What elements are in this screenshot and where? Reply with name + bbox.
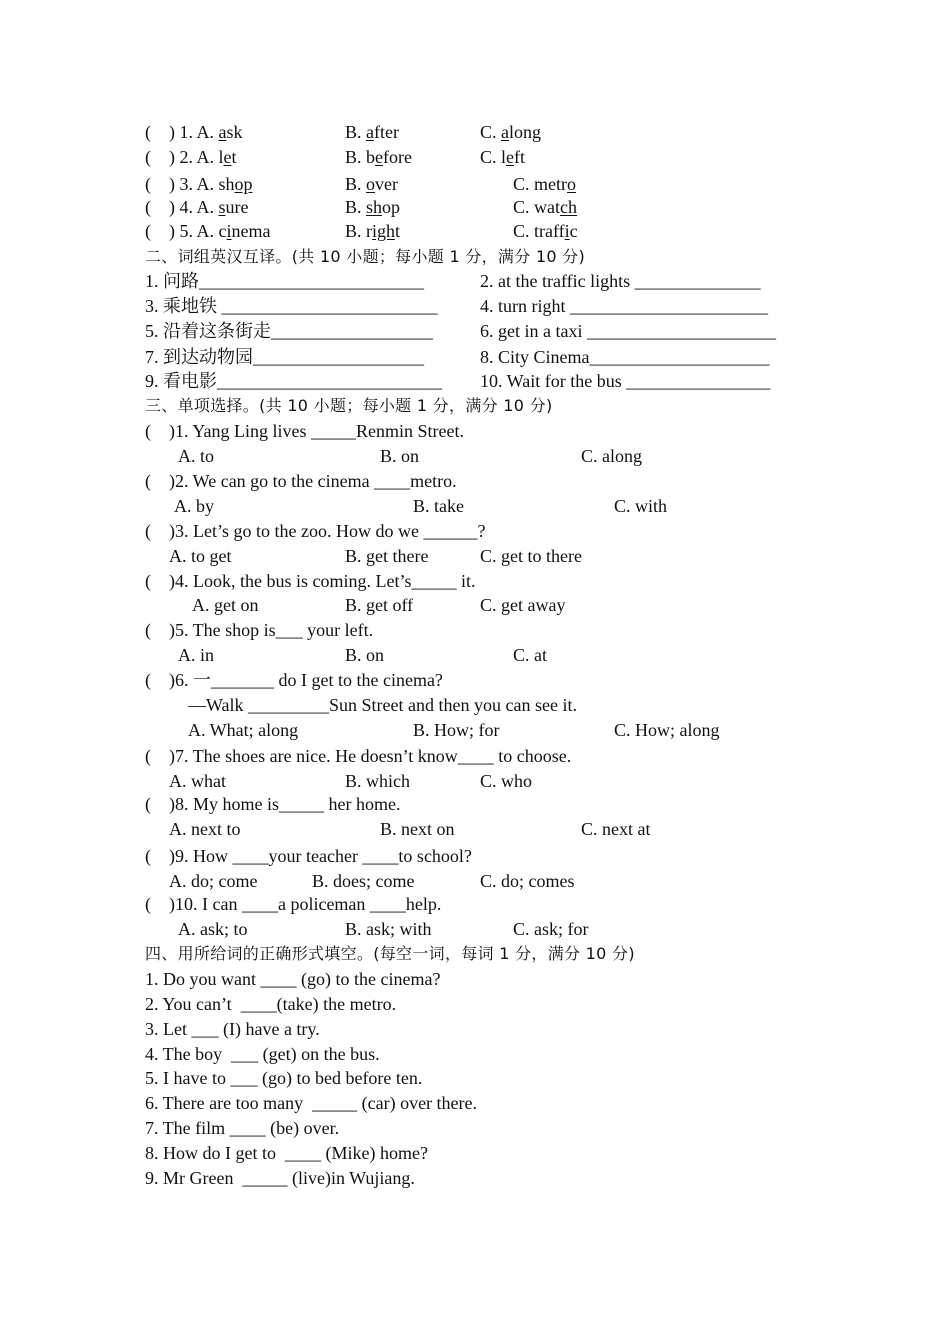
mc-option: C. next at: [581, 819, 651, 839]
fill-blank-item: 2. You can’t ____(take) the metro.: [145, 994, 397, 1014]
mc-option: B. get off: [345, 595, 414, 615]
mc-question-3: ( )3. Let’s go to the zoo. How do we ______?: [145, 521, 486, 541]
mc-option: C. get to there: [480, 546, 582, 566]
mc-option: A. do; come: [169, 871, 258, 891]
fill-blank-item: 1. Do you want ____ (go) to the cinema?: [145, 969, 441, 989]
translation-item: 4. turn right ______________________: [480, 296, 768, 316]
mc-question-6: ( )6. 一_______ do I get to the cinema?: [145, 670, 443, 690]
fill-blank-item: 7. The film ____ (be) over.: [145, 1118, 340, 1138]
mc-option: C. along: [581, 446, 642, 466]
fill-blank-item: 3. Let ___ (I) have a try.: [145, 1019, 320, 1039]
mc-option: B. which: [345, 771, 410, 791]
mc-question-9: ( )9. How ____your teacher ____to school?: [145, 846, 472, 866]
mc-option: A. get on: [192, 595, 259, 615]
mc-option: B. How; for: [413, 720, 500, 740]
mc-question-6-line2: —Walk _________Sun Street and then you can see it.: [188, 695, 577, 715]
mc-option: A. What; along: [188, 720, 299, 740]
mc-option: A. in: [178, 645, 214, 665]
mc-option: B. ask; with: [345, 919, 432, 939]
mc-question-2: ( )2. We can go to the cinema ____metro.: [145, 471, 457, 491]
translation-item: 3. 乘地铁 ________________________: [145, 296, 438, 316]
mc-option: A. what: [169, 771, 226, 791]
translation-item: 1. 问路_________________________: [145, 271, 424, 291]
translation-item: 2. at the traffic lights ______________: [480, 271, 761, 291]
fill-blank-item: 8. How do I get to ____ (Mike) home?: [145, 1143, 428, 1163]
translation-item: 8. City Cinema____________________: [480, 347, 770, 367]
translation-item: 10. Wait for the bus ________________: [480, 371, 771, 391]
section-4-title: 四、用所给词的正确形式填空。(每空一词，每词 1 分，满分 10 分): [145, 944, 635, 963]
mc-option: C. who: [480, 771, 533, 791]
mc-question-1: ( )1. Yang Ling lives _____Renmin Street.: [145, 421, 464, 441]
translation-item: 9. 看电影_________________________: [145, 371, 442, 391]
mc-option: B. get there: [345, 546, 429, 566]
mc-option: C. do; comes: [480, 871, 575, 891]
mc-option: B. on: [380, 446, 420, 466]
mc-option: A. ask; to: [178, 919, 248, 939]
translation-item: 6. get in a taxi _____________________: [480, 321, 776, 341]
mc-option: C. ask; for: [513, 919, 589, 939]
mc-option: C. with: [614, 496, 668, 516]
fill-blank-item: 6. There are too many _____ (car) over there.: [145, 1093, 478, 1113]
mc-question-7: ( )7. The shoes are nice. He doesn’t know____ to choose.: [145, 746, 572, 766]
mc-question-8: ( )8. My home is_____ her home.: [145, 794, 401, 814]
mc-option: C. at: [513, 645, 547, 665]
translation-item: 7. 到达动物园___________________: [145, 347, 424, 367]
question-stem: ( ) 1. A.: [145, 122, 219, 142]
fill-blank-item: 9. Mr Green _____ (live)in Wujiang.: [145, 1168, 415, 1188]
mc-question-5: ( )5. The shop is___ your left.: [145, 620, 374, 640]
section-2-title: 二、词组英汉互译。(共 10 小题；每小题 1 分，满分 10 分): [145, 247, 586, 266]
mc-option: C. get away: [480, 595, 566, 615]
worksheet-page: ( ) 1. A. ask B. after C. along ( ) 2. A. let B. before C. left ( ) 3. A. shop B. over C. metro ( ) 4. A. sure B. shop C. watch ( ) 5. A. cinema B. right C. traffic 二、词组英汉互译。(共 10 小题；每小题 1 分，满分 10 分) 1. 问路_________________________ 2. at the traffic lights ______________ 3. 乘地铁 ________________________ 4. turn right ______________________ 5. 沿着这条街走__________________ 6. get in a taxi _____________________ 7. 到达动物园___________________ 8. City Cinema____________________ 9. 看电影_________________________ 10. Wait for the bus ________________ 三、单项选择。(共 10 小题；每小题 1 分，满分 10 分) ( )1. Yang Ling lives _____Renmin Street. A. to B. on C. along ( )2. We can go to the cinema ____metro. A. by B. take C. with ( )3. Let’s go to the zoo. How do we ______? A. to get B. get there C. get to there ( )4. Look, the bus is coming. Let’s_____ it. A. get on B. get off C. get away ( )5. The shop is___ your left. A. in B. on C. at ( )6. 一_______ do I get to the cinema? —Walk _________Sun Street and then you can see it. A. What; along B. How; for C. How; along ( )7. The shoes are nice. He doesn’t know____ to choose. A. what B. which C. who ( )8. My home is_____ her home. A. next to B. next on C. next at ( )9. How ____your teacher ____to school? A. do; come B. does; come C. do; comes ( )10. I can ____a policeman ____help. A. ask; to B. ask; with C. ask; for 四、用所给词的正确形式填空。(每空一词，每词 1 分，满分 10 分) 1. Do you want ____ (go) to the cinema? 2. You can’t ____(take) the metro. 3. Let ___ (I) have a try. 4. The boy ___ (get) on the bus. 5. I have to ___ (go) to bed before ten. 6. There are too many _____ (car) over there. 7. The film ____ (be) over. 8. How do I get to ____ (Mike) home? 9. Mr Green _____ (live)in Wujiang.: [145, 122, 776, 1188]
mc-option: A. to get: [169, 546, 232, 566]
translation-item: 5. 沿着这条街走__________________: [145, 321, 433, 341]
mc-option: B. does; come: [312, 871, 415, 891]
mc-option: A. to: [178, 446, 214, 466]
mc-option: B. take: [413, 496, 464, 516]
mc-option: B. on: [345, 645, 385, 665]
mc-option: A. by: [174, 496, 214, 516]
mc-option: B. next on: [380, 819, 455, 839]
mc-question-10: ( )10. I can ____a policeman ____help.: [145, 894, 442, 914]
mc-option: A. next to: [169, 819, 241, 839]
fill-blank-item: 5. I have to ___ (go) to bed before ten.: [145, 1068, 423, 1088]
section-3-title: 三、单项选择。(共 10 小题；每小题 1 分，满分 10 分): [145, 396, 553, 415]
mc-question-4: ( )4. Look, the bus is coming. Let’s_____ it.: [145, 571, 476, 591]
mc-option: C. How; along: [614, 720, 720, 740]
fill-blank-item: 4. The boy ___ (get) on the bus.: [145, 1044, 380, 1064]
